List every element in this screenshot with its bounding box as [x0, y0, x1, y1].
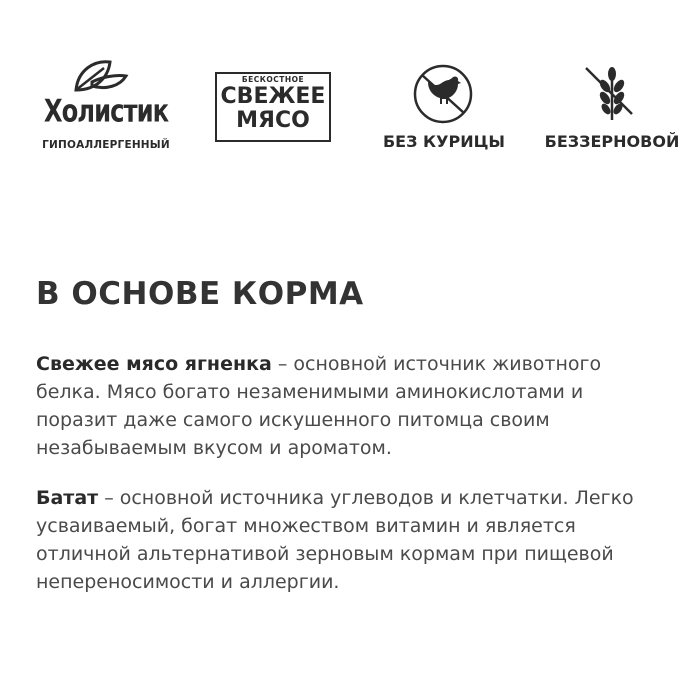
fresh-meat-line1: СВЕЖЕЕ: [220, 84, 326, 109]
fresh-meat-top-label: БЕСКОСТНОЕ: [241, 75, 305, 84]
fresh-meat-line2: МЯСО: [236, 108, 310, 133]
paragraph-sweet-potato-bold: Батат: [36, 487, 99, 509]
paragraph-lamb-text: – основной источник животного белка. Мясо богато незаменимыми аминокислотами и поразит даже самого искушенного питомца своим незабываемым вкусом и ароматом.: [36, 353, 602, 459]
paragraph-sweet-potato: [36, 484, 666, 596]
paragraph-lamb-bold: Свежее мясо ягненка: [36, 353, 272, 375]
badge-holistic: [36, 56, 176, 156]
feature-badges: [0, 0, 688, 180]
paragraph-lamb: [36, 350, 666, 462]
paragraph-sweet-potato-text: – основной источника углеводов и клетчатки. Легко усваиваемый, богат множеством витамин и является отличной альтернативой зерновым кормам при пищевой непереносимости и аллергии.: [36, 487, 634, 593]
badge-no-chicken: [382, 64, 506, 158]
crossed-wheat-icon: [582, 64, 642, 124]
no-chicken-label: БЕЗ КУРИЦЫ: [382, 132, 505, 151]
holistic-title: Холистик: [43, 93, 169, 130]
badge-fresh-meat: [215, 72, 331, 142]
leaf-icon: [70, 56, 130, 96]
section-title: В ОСНОВЕ КОРМА: [36, 276, 364, 312]
holistic-subtitle: ГИПОАЛЛЕРГЕННЫЙ: [42, 139, 170, 151]
grain-free-label: БЕЗЗЕРНОВОЙ: [544, 132, 680, 151]
badge-grain-free: [540, 64, 684, 158]
crossed-chicken-icon: [410, 64, 476, 124]
